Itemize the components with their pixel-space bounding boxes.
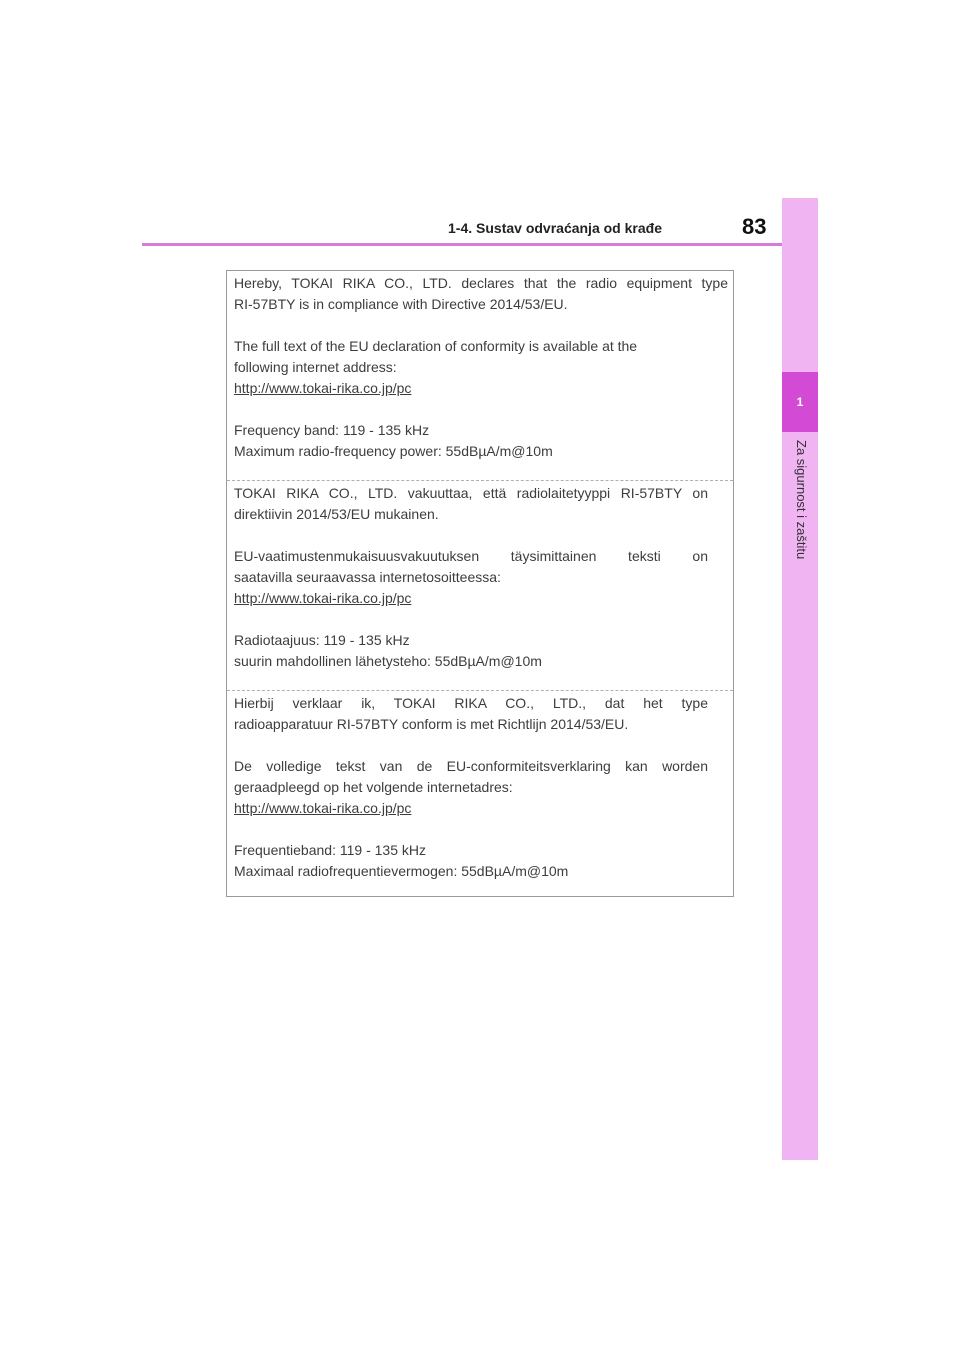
conformity-link[interactable]: http://www.tokai-rika.co.jp/pc bbox=[234, 380, 412, 396]
declaration-english bbox=[234, 273, 728, 462]
chapter-label: Za sigurnost i zaštitu bbox=[794, 440, 809, 560]
text-line: EU-vaatimustenmukaisuusvakuutuksen täysimittainen teksti on bbox=[234, 548, 708, 564]
conformity-link[interactable]: http://www.tokai-rika.co.jp/pc bbox=[234, 800, 412, 816]
statement-line: radioapparatuur RI-57BTY conform is met Richtlijn 2014/53/EU. bbox=[234, 716, 629, 732]
chapter-side-tab bbox=[782, 198, 818, 1160]
text-line: geraadpleegd op het volgende internetadres: bbox=[234, 779, 513, 795]
header-rule bbox=[142, 243, 782, 246]
max-power: suurin mahdollinen lähetysteho: 55dBµA/m@10m bbox=[234, 653, 542, 669]
frequency-band: Frequentieband: 119 - 135 kHz bbox=[234, 842, 426, 858]
conformity-link[interactable]: http://www.tokai-rika.co.jp/pc bbox=[234, 590, 412, 606]
text-line: saatavilla seuraavassa internetosoitteessa: bbox=[234, 569, 501, 585]
statement-line: TOKAI RIKA CO., LTD. vakuuttaa, että radiolaitetyyppi RI-57BTY on bbox=[234, 485, 708, 501]
page-number: 83 bbox=[742, 214, 767, 239]
statement-line: Hierbij verklaar ik, TOKAI RIKA CO., LTD., dat het type bbox=[234, 695, 708, 711]
max-power: Maximum radio-frequency power: 55dBµA/m@10m bbox=[234, 443, 553, 459]
section-title: 1-4. Sustav odvraćanja od krađe bbox=[448, 220, 662, 236]
section-divider bbox=[227, 690, 733, 691]
frequency-band: Frequency band: 119 - 135 kHz bbox=[234, 422, 430, 438]
text-line: De volledige tekst van de EU-conformiteitsverklaring kan worden bbox=[234, 758, 708, 774]
max-power: Maximaal radiofrequentievermogen: 55dBµA/m@10m bbox=[234, 863, 569, 879]
declaration-dutch bbox=[234, 693, 708, 882]
chapter-number: 1 bbox=[796, 395, 804, 409]
section-divider bbox=[227, 480, 733, 481]
chapter-number-badge[interactable] bbox=[782, 372, 818, 432]
frequency-band: Radiotaajuus: 119 - 135 kHz bbox=[234, 632, 410, 648]
declaration-finnish bbox=[234, 483, 708, 672]
declaration-box bbox=[226, 270, 734, 897]
statement-line: direktiivin 2014/53/EU mukainen. bbox=[234, 506, 439, 522]
text-line: following internet address: bbox=[234, 359, 397, 375]
text-line: The full text of the EU declaration of conformity is available at the bbox=[234, 338, 638, 354]
statement-line: RI-57BTY is in compliance with Directive 2014/53/EU. bbox=[234, 296, 568, 312]
statement-line: Hereby, TOKAI RIKA CO., LTD. declares that the radio equipment type bbox=[234, 275, 728, 291]
